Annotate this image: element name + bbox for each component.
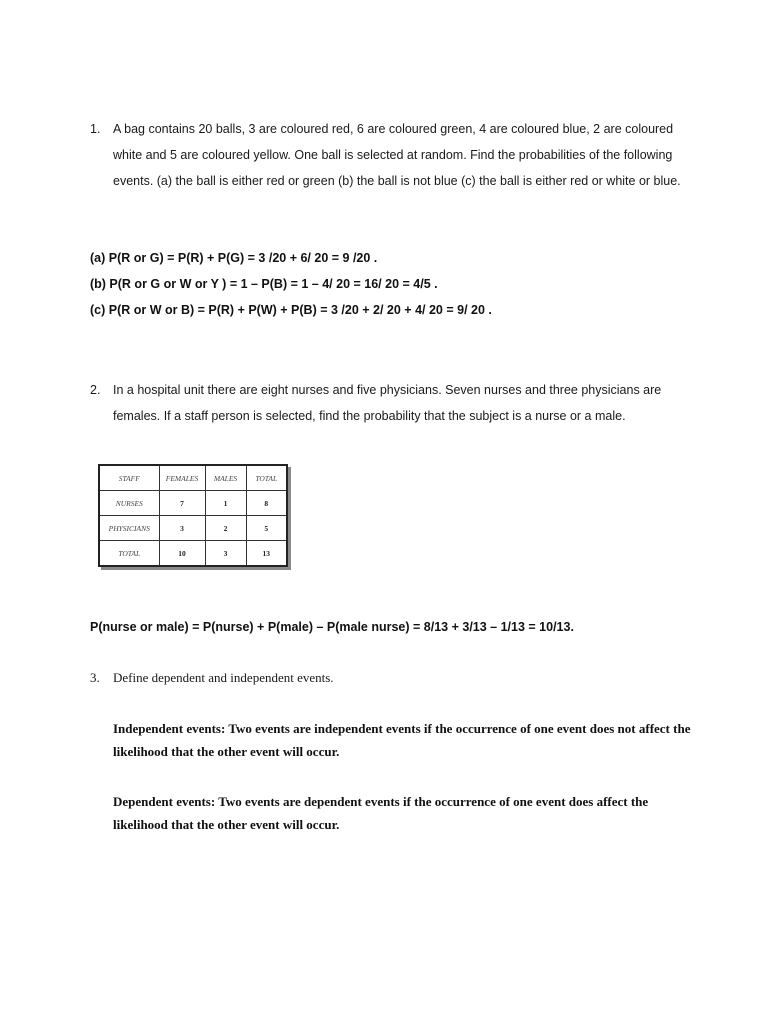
table-header-cell: FEMALES <box>159 465 205 491</box>
question-3 <box>90 665 690 691</box>
table-cell: 8 <box>246 491 287 516</box>
answer-1a: (a) P(R or G) = P(R) + P(G) = 3 /20 + 6/ 20 = 9 /20 . <box>90 251 378 265</box>
question-1 <box>90 116 690 194</box>
table-row <box>99 491 287 516</box>
staff-table <box>98 464 288 567</box>
table-header-cell: MALES <box>205 465 246 491</box>
table-header-cell: STAFF <box>99 465 159 491</box>
table-header-row <box>99 465 287 491</box>
table-row <box>99 541 287 567</box>
table-cell: 7 <box>159 491 205 516</box>
question-2 <box>90 377 690 429</box>
table-header-cell: TOTAL <box>246 465 287 491</box>
question-2-text: In a hospital unit there are eight nurses and five physicians. Seven nurses and three physicians are females. If a staff person is selected, find the probability that the subject is a nurse or a male. <box>113 383 662 423</box>
dependent-events-definition: Dependent events: Two events are dependent events if the occurrence of one event does affect the likelihood that the other event will occur. <box>113 794 649 832</box>
table-row-label: TOTAL <box>99 541 159 567</box>
table-cell: 10 <box>159 541 205 567</box>
table-row <box>99 516 287 541</box>
table-row-label: NURSES <box>99 491 159 516</box>
table-cell: 13 <box>246 541 287 567</box>
question-3-text: Define dependent and independent events. <box>113 670 334 685</box>
question-1-number: 1. <box>90 122 101 136</box>
table-cell: 2 <box>205 516 246 541</box>
question-3-number: 3. <box>90 670 100 685</box>
table-cell: 5 <box>246 516 287 541</box>
table-cell: 3 <box>159 516 205 541</box>
staff-table-wrapper <box>98 464 288 567</box>
answer-1c: (c) P(R or W or B) = P(R) + P(W) + P(B) = 3 /20 + 2/ 20 + 4/ 20 = 9/ 20 . <box>90 303 492 317</box>
answer-1b: (b) P(R or G or W or Y ) = 1 – P(B) = 1 – 4/ 20 = 16/ 20 = 4/5 . <box>90 277 438 291</box>
table-cell: 3 <box>205 541 246 567</box>
table-row-label: PHYSICIANS <box>99 516 159 541</box>
question-1-text: A bag contains 20 balls, 3 are coloured red, 6 are coloured green, 4 are coloured blue, 2 are coloured white and 5 are coloured yellow. One ball is selected at random. Find the probabilities of the following events. (a) the ball is either red or green (b) the ball is not blue (c) the ball is either red or white or blue. <box>113 122 681 188</box>
answer-2: P(nurse or male) = P(nurse) + P(male) – P(male nurse) = 8/13 + 3/13 – 1/13 = 10/13. <box>90 620 574 634</box>
table-cell: 1 <box>205 491 246 516</box>
question-2-number: 2. <box>90 383 101 397</box>
independent-events-definition: Independent events: Two events are independent events if the occurrence of one event does not affect the likelihood that the other event will occur. <box>113 721 691 759</box>
